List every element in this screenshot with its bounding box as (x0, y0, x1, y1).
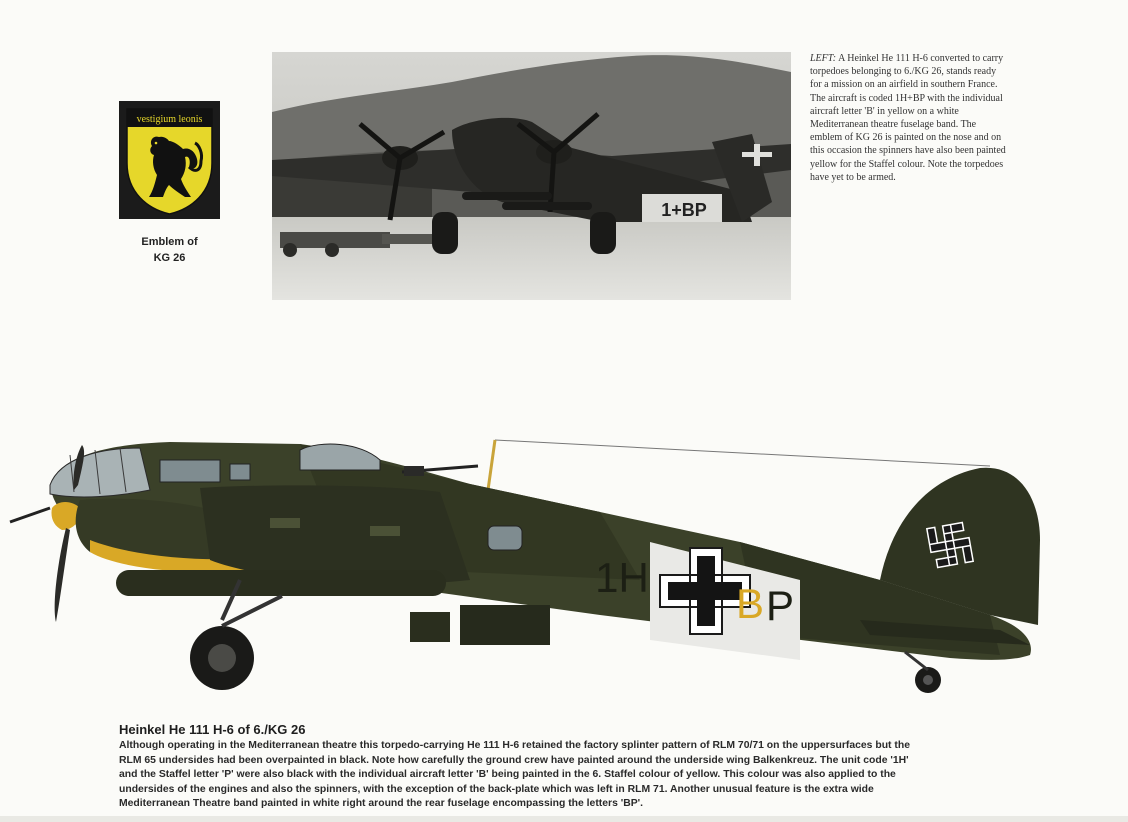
profile-code-staffel: P (765, 582, 795, 629)
emblem-caption (112, 234, 227, 266)
profile-description: Although operating in the Mediterranean theatre this torpedo-carrying He 111 H-6 retained the factory splinter pattern of RLM 70/71 on the uppersurfaces but the RLM 65 undersides had been overpainted in black. Note how carefully the ground crew have painted around the underside wing Balkenkreuz. The unit code '1H' and the Staffel letter 'P' were also black with the individual aircraft letter 'B' being painted in the 6. Staffel colour of yellow. This colour was also applied to the undersides of the engines and also the spinners, with the exception of the back-plate which was left in RLM 71. Another unusual feature is the extra wide Mediterranean Theatre band painted in white right around the rear fuselage encompassing the letters 'BP'. (119, 740, 910, 810)
photo-fuselage-code: 1+BP (661, 200, 707, 220)
profile-code-unit: 1H (595, 554, 649, 601)
photo-caption (810, 52, 1006, 184)
heinkel-photo (272, 52, 791, 300)
photo-caption-lead: LEFT: (810, 53, 837, 64)
page-bottom-edge (0, 816, 1128, 822)
profile-title: Heinkel He 111 H-6 of 6./KG 26 (119, 722, 306, 737)
heinkel-profile (0, 430, 1128, 705)
emblem-caption-line1: Emblem of (141, 236, 198, 248)
kg26-emblem (119, 101, 220, 219)
photo-caption-text: A Heinkel He 111 H-6 converted to carry torpedoes belonging to 6./KG 26, stands ready for a mission on an airfield in southern France. The aircraft is coded 1H+BP with the individual aircraft letter 'B' in yellow on a white Mediterranean theatre fuselage band. The emblem of KG 26 is painted on the nose and on this occasion the spinners have also been painted yellow for the Staffel colour. Note the torpedoes have yet to be armed. (810, 53, 1006, 183)
profile-code-individual: B (735, 580, 765, 627)
emblem-caption-line2: KG 26 (153, 252, 186, 264)
emblem-motto: vestigium leonis (136, 114, 203, 125)
